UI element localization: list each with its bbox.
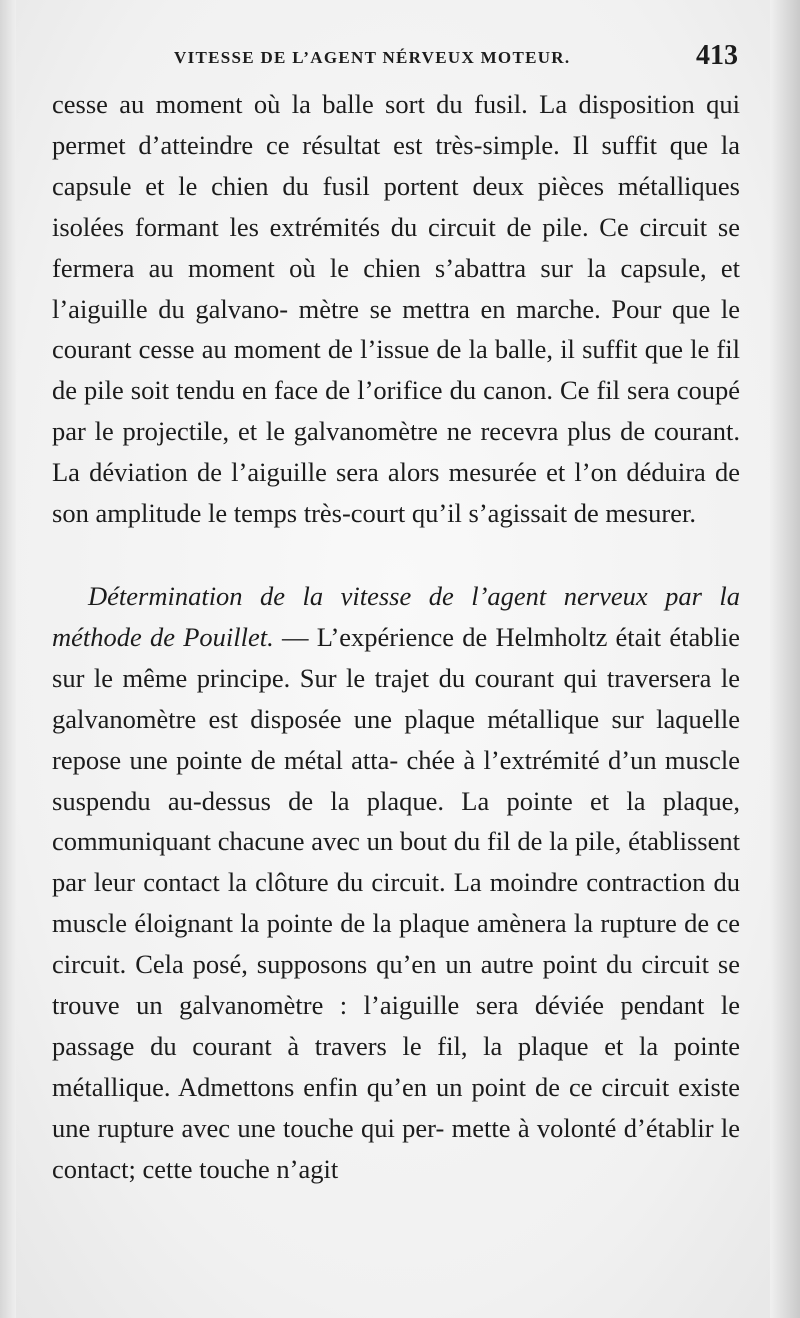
paragraph-text: — L’expérience de Helmholtz était établie sur le même principe. Sur le trajet du courant qui traversera le galvanomètre est disposée une plaque métallique sur laquelle repose une pointe de métal atta- chée à l’extrémité d’un muscle suspendu au-dessus de la plaque. La pointe et la plaque, communiquant chacune avec un bout du fil de la pile, établissent par leur contact la clôture du circuit. La moindre contraction du muscle éloignant la pointe de la plaque amènera la rupture de ce circuit. Cela posé, supposons qu’en un autre point du circuit se trouve un galvanomètre : l’aiguille sera déviée pendant le passage du courant à travers le fil, la plaque et la pointe métallique. Admettons enfin qu’en un point de ce circuit existe une rupture avec une touche qui per- mette à volonté d’établir le contact; cette touche n’agit: [52, 621, 740, 1184]
paragraph-pouillet-method: [52, 576, 740, 1190]
body-text: [52, 84, 740, 1190]
page-gutter-shadow: [0, 0, 16, 1318]
page-number: 413: [696, 40, 738, 71]
section-heading: Détermination de la vitesse de l’agent nerveux par la méthode de Pouillet.: [52, 580, 740, 652]
paragraph-continuation: cesse au moment où la balle sort du fusil. La disposition qui permet d’atteindre ce résultat est très-simple. Il suffit que la capsule et le chien du fusil portent deux pièces métalliques isolées formant les extrémités du circuit de pile. Ce circuit se fermera au moment où le chien s’abattra sur la capsule, et l’aiguille du galvano- mètre se mettra en marche. Pour que le courant cesse au moment de l’issue de la balle, il suffit que le fil de pile soit tendu en face de l’orifice du canon. Ce fil sera coupé par le projectile, et le galvanomètre ne recevra plus de courant. La déviation de l’aiguille sera alors mesurée et l’on déduira de son amplitude le temps très-court qu’il s’agissait de mesurer.: [52, 89, 740, 529]
running-head: [52, 40, 742, 80]
page-edge-shadow: [770, 0, 800, 1318]
running-title: VITESSE DE L’AGENT NÉRVEUX MOTEUR.: [174, 48, 571, 67]
